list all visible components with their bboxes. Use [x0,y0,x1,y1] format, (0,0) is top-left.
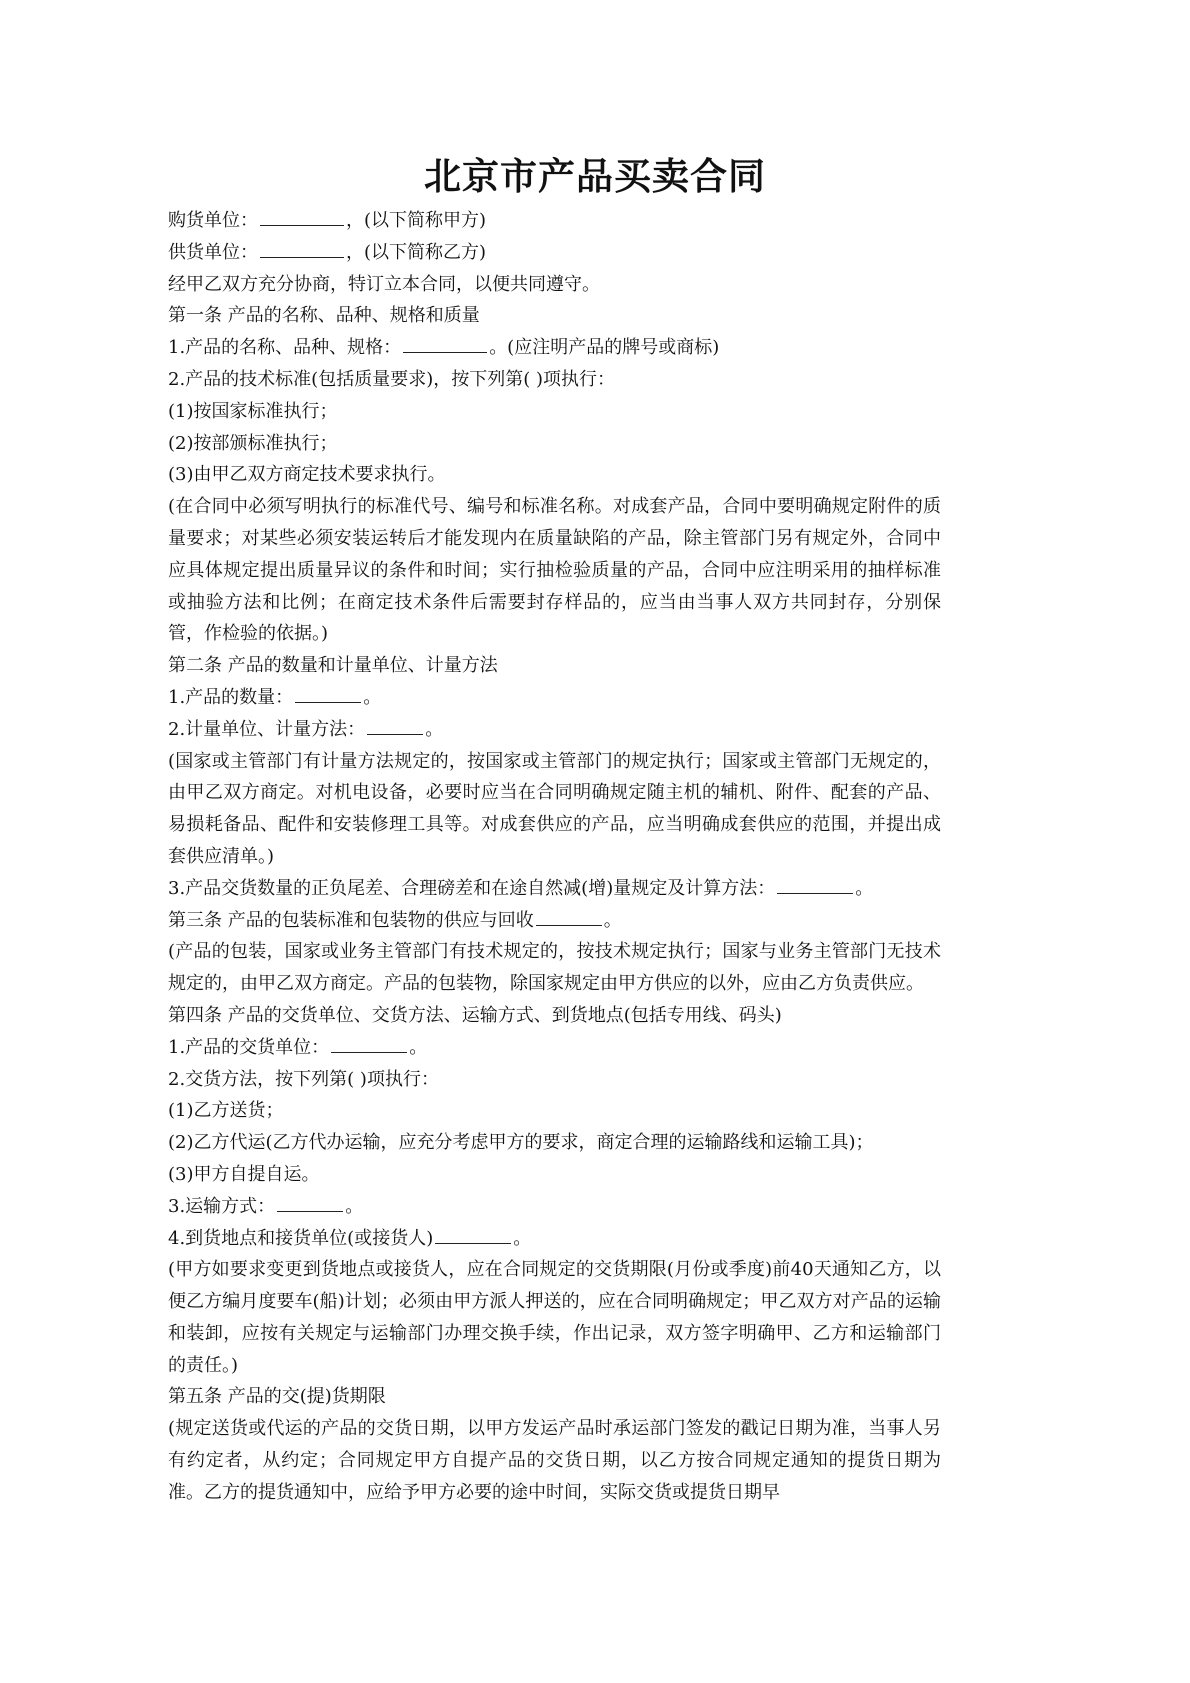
article1-option3: (3)由甲乙双方商定技术要求执行。 [168,464,446,486]
article5-note: (规定送货或代运的产品的交货日期，以甲方发运产品时承运部门签发的戳记日期为准，当事人另有约定者，从约定；合同规定甲方自提产品的交货日期，以乙方按合同规定通知的提货日期为准。乙方的提货通知中，应给予甲方必要的途中时间，实际交货或提货日期早 [168,1418,941,1503]
seller-blank-field[interactable] [260,240,344,258]
article4-note: (甲方如要求变更到货地点或接货人，应在合同规定的交货期限(月份或季度)前40天通知乙方，以便乙方编月度要车(船)计划；必须由甲方派人押送的，应在合同明确规定；甲乙双方对产品的运输和装卸，应按有关规定与运输部门办理交换手续，作出记录，双方签字明确甲、乙方和运输部门的责任。) [168,1259,941,1376]
article1-item2: 2.产品的技术标准(包括质量要求)，按下列第( )项执行： [168,368,615,390]
intro-text: 经甲乙双方充分协商，特订立本合同，以便共同遵守。 [168,273,600,295]
article2-item2-label: 2.计量单位、计量方法： [168,718,366,740]
article2-item2-suffix: 。 [425,718,444,740]
document-title: 北京市产品买卖合同 [424,155,766,198]
article2-item3-suffix: 。 [855,877,874,899]
article5-heading: 第五条 产品的交(提)货期限 [168,1386,386,1408]
article1-item1 [168,332,941,364]
destination-blank-field[interactable] [435,1226,511,1244]
article1-heading: 第一条 产品的名称、品种、规格和质量 [168,305,480,327]
article1-option2: (2)按部颁标准执行； [168,432,338,454]
packaging-blank-field[interactable] [536,908,602,926]
article2-item1-suffix: 。 [363,686,382,708]
article4-item1-label: 1.产品的交货单位： [168,1036,330,1058]
seller-suffix: ，(以下简称乙方) [346,241,487,263]
measure-method-blank-field[interactable] [367,717,423,735]
article4-item1-suffix: 。 [409,1036,428,1058]
article2-item3-label: 3.产品交货数量的正负尾差、合理磅差和在途自然减(增)量规定及计算方法： [168,877,776,899]
article1-item1-label: 1.产品的名称、品种、规格： [168,337,402,359]
article4-option1: (1)乙方送货； [168,1100,284,1122]
article4-item4 [168,1223,941,1255]
article4-option2: (2)乙方代运(乙方代办运输，应充分考虑甲方的要求，商定合理的运输路线和运输工具)； [168,1132,874,1154]
seller-label: 供货单位： [168,241,258,263]
article4-item3-label: 3.运输方式： [168,1195,276,1217]
article1-item1-suffix: 。(应注明产品的牌号或商标) [489,337,720,359]
seller-line [168,237,941,269]
article3-heading-label: 第三条 产品的包装标准和包装物的供应与回收 [168,909,534,931]
document-body [168,205,941,1509]
article1-option1: (1)按国家标准执行； [168,400,338,422]
article4-item4-suffix: 。 [513,1227,532,1249]
article4-item3 [168,1191,941,1223]
buyer-line [168,205,941,237]
article4-item1 [168,1032,941,1064]
article4-item4-label: 4.到货地点和接货单位(或接货人) [168,1227,434,1249]
buyer-blank-field[interactable] [260,208,344,226]
article2-item1-label: 1.产品的数量： [168,686,294,708]
article3-heading [168,905,941,937]
buyer-suffix: ，(以下简称甲方) [346,210,487,231]
article3-note: (产品的包装，国家或业务主管部门有技术规定的，按技术规定执行；国家与业务主管部门无技术规定的，由甲乙双方商定。产品的包装物，除国家规定由甲方供应的以外，应由乙方负责供应。 [168,941,941,995]
article2-note: (国家或主管部门有计量方法规定的，按国家或主管部门的规定执行；国家或主管部门无规定的，由甲乙双方商定。对机电设备，必要时应当在合同明确规定随主机的辅机、附件、配套的产品、易损耗备品、配件和安装修理工具等。对成套供应的产品，应当明确成套供应的范围，并提出成套供应清单。) [168,750,941,867]
tolerance-blank-field[interactable] [777,876,853,894]
article4-item3-suffix: 。 [345,1195,364,1217]
article2-item2 [168,714,941,746]
article2-item1 [168,682,941,714]
article4-item2: 2.交货方法，按下列第( )项执行： [168,1068,439,1090]
article4-heading: 第四条 产品的交货单位、交货方法、运输方式、到货地点(包括专用线、码头) [168,1004,782,1026]
article3-heading-suffix: 。 [603,909,622,931]
delivery-unit-blank-field[interactable] [331,1035,407,1053]
quantity-blank-field[interactable] [295,685,361,703]
buyer-label: 购货单位： [168,210,258,231]
article4-option3: (3)甲方自提自运。 [168,1163,320,1185]
product-name-blank-field[interactable] [403,335,487,353]
article2-item3 [168,873,941,905]
article1-note: (在合同中必须写明执行的标准代号、编号和标准名称。对成套产品，合同中要明确规定附件的质量要求；对某些必须安装运转后才能发现内在质量缺陷的产品，除主管部门另有规定外，合同中应具体规定提出质量异议的条件和时间；实行抽检验质量的产品，合同中应注明采用的抽样标准或抽验方法和比例；在商定技术条件后需要封存样品的，应当由当事人双方共同封存，分别保管，作检验的依据。) [168,496,941,645]
transport-mode-blank-field[interactable] [277,1194,343,1212]
article2-heading: 第二条 产品的数量和计量单位、计量方法 [168,655,498,677]
